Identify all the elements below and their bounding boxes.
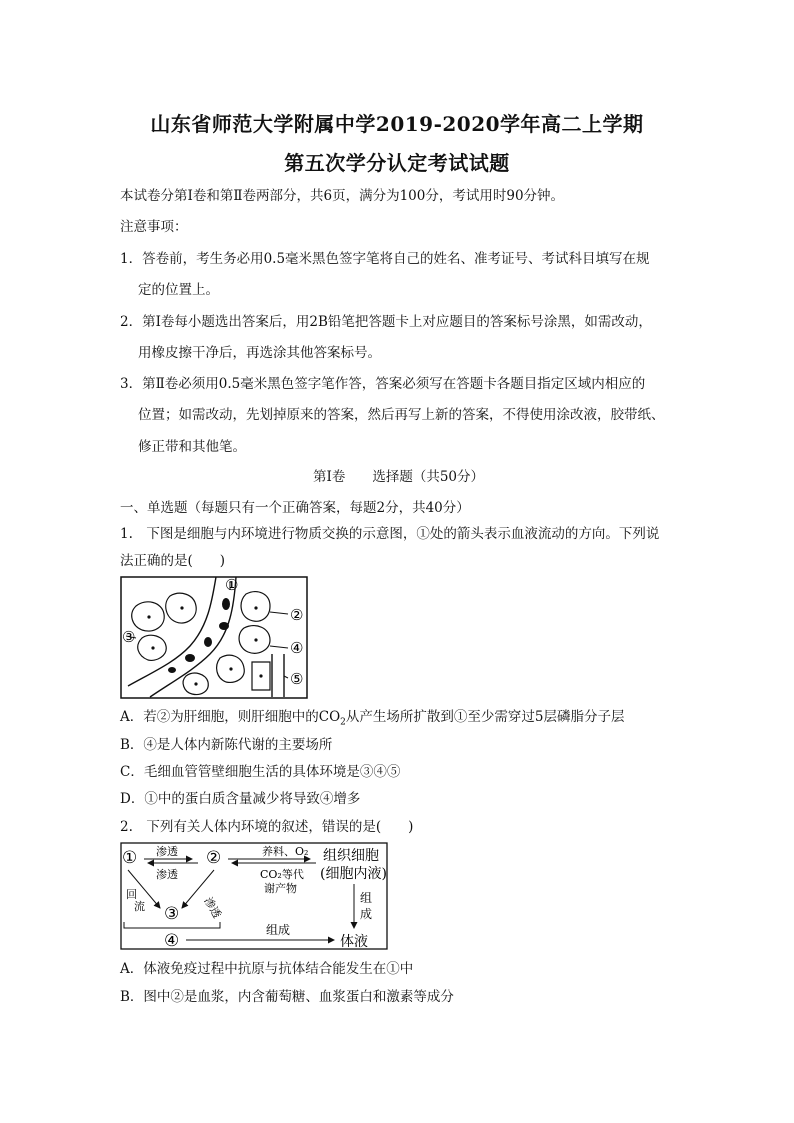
q2-option-b: B．图中②是血浆，内含葡萄糖、血浆蛋白和激素等成分: [120, 989, 454, 1005]
fig2-compose-h: 组成: [266, 923, 291, 937]
q1-stem-cont: 法正确的是( ): [120, 553, 226, 569]
fig2-node-4: ④: [164, 931, 180, 951]
fig2-seep-diag: 渗透: [201, 895, 224, 921]
q1-option-b: B．④是人体内新陈代谢的主要场所: [120, 737, 333, 753]
notice-item-3: 3．第Ⅱ卷必须用0.5毫米黑色签字笔作答，答案必须写在答题卡各题目指定区域内相应的: [120, 376, 646, 392]
fig1-label-1: ①: [225, 576, 239, 594]
q1-option-a-pre: A．若②为肝细胞，则肝细胞中的CO: [120, 709, 341, 725]
fig1-label-3: ③: [122, 628, 136, 646]
fig2-seep-top: 渗透: [156, 845, 178, 858]
q1-cell-exchange-figure: [120, 576, 310, 700]
fig2-nutrients: 养料、O₂: [262, 845, 309, 858]
notice-heading: 注意事项：: [120, 219, 188, 235]
notice-item-3-cont2: 修正带和其他笔。: [138, 439, 246, 455]
q1-stem: 1. 下图是细胞与内环境进行物质交换的示意图，①处的箭头表示血液流动的方向。下列说: [120, 526, 660, 542]
q2-stem: 2. 下列有关人体内环境的叙述，错误的是( ): [120, 819, 414, 835]
q2-option-a: A．体液免疫过程中抗原与抗体结合能发生在①中: [120, 961, 414, 977]
fig1-label-4: ④: [290, 639, 304, 657]
fig2-backflow-1: 回: [126, 888, 137, 901]
notice-item-1-cont: 定的位置上。: [138, 282, 219, 298]
exam-intro: 本试卷分第Ⅰ卷和第Ⅱ卷两部分，共6页，满分为100分，考试用时90分钟。: [120, 188, 565, 204]
fig2-tissue-cell: 组织细胞: [323, 848, 379, 864]
notice-item-3-cont: 位置；如需改动，先划掉原来的答案，然后再写上新的答案，不得使用涂改液，胶带纸、: [138, 407, 665, 423]
fig2-node-2: ②: [206, 848, 222, 868]
fig2-metab: 谢产物: [264, 882, 297, 895]
fig2-co2: CO₂等代: [260, 868, 304, 881]
q1-option-a-sub: 2: [340, 717, 346, 728]
q1-option-a-post: 从产生场所扩散到①至少需穿过5层磷脂分子层: [345, 709, 625, 725]
exam-title-line1: 山东省师范大学附属中学2019-2020学年高二上学期: [150, 112, 644, 136]
fig2-compose-v2: 成: [360, 907, 373, 921]
fig2-compose-v1: 组: [360, 891, 373, 905]
fig2-seep-bottom: 渗透: [156, 868, 178, 881]
part-title: 一、单选题（每题只有一个正确答案，每题2分，共40分）: [120, 500, 470, 516]
q1-option-a: [120, 708, 624, 732]
notice-item-1: 1．答卷前，考生务必用0.5毫米黑色签字笔将自己的姓名、准考证号、考试科目填写在规: [120, 251, 650, 267]
exam-title-line2: 第五次学分认定考试试题: [284, 151, 510, 175]
fig2-body-fluid: 体液: [340, 934, 368, 950]
fig1-label-2: ②: [290, 606, 304, 624]
volume-title: 第Ⅰ卷 选择题（共50分）: [313, 469, 485, 485]
fig2-node-1: ①: [122, 848, 138, 868]
fig2-intracellular: (细胞内液): [320, 866, 387, 882]
notice-item-2-cont: 用橡皮擦干净后，再选涂其他答案标号。: [138, 345, 381, 361]
notice-item-2: 2．第Ⅰ卷每小题选出答案后，用2B铅笔把答题卡上对应题目的答案标号涂黑，如需改动，: [120, 314, 652, 330]
fig2-backflow-2: 流: [134, 900, 145, 913]
fig2-node-3: ③: [164, 904, 180, 924]
q1-option-d: D．①中的蛋白质含量减少将导致④增多: [120, 791, 361, 807]
q2-body-fluid-diagram: [120, 842, 390, 952]
fig1-label-5: ⑤: [290, 670, 304, 688]
q1-option-c: C．毛细血管管壁细胞生活的具体环境是③④⑤: [120, 764, 401, 780]
